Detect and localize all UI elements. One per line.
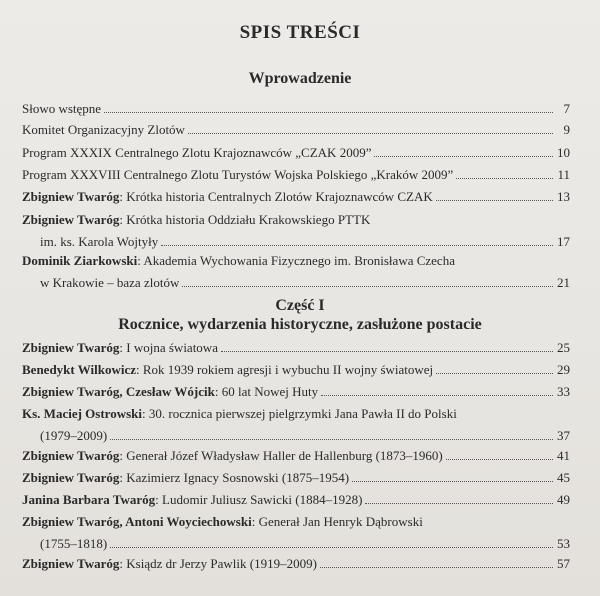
page-number: 21 [557, 275, 570, 290]
leader-dots [321, 395, 553, 396]
leader-dots [352, 481, 553, 482]
entry-title: : Ludomir Juliusz Sawicki (1884–1928) [155, 492, 363, 507]
leader-dots [182, 286, 553, 287]
toc-entry [22, 340, 570, 356]
part-subheading: Rocznice, wydarzenia historyczne, zasłużone postacie [118, 316, 482, 333]
entry-title: Program XXXVIII Centralnego Zlotu Turystów Wojska Polskiego „Kraków 2009” [22, 167, 454, 182]
page-number: 25 [557, 340, 570, 355]
entry-title: : 30. rocznica pierwszej pielgrzymki Jana Pawła II do Polski [142, 406, 457, 421]
page-number: 53 [557, 536, 570, 551]
leader-dots [188, 133, 553, 134]
toc-entry [22, 384, 570, 400]
leader-dots [104, 112, 553, 113]
page-number: 29 [557, 362, 570, 377]
entry-author: Ks. Maciej Ostrowski [22, 406, 142, 421]
toc-entry [22, 362, 570, 378]
entry-author: Zbigniew Twaróg, Antoni Woyciechowski [22, 514, 252, 529]
entry-author: Zbigniew Twaróg [22, 189, 120, 204]
entry-author: Zbigniew Twaróg [22, 340, 120, 355]
page-number: 37 [557, 428, 570, 443]
toc-entry [22, 406, 570, 444]
toc-entry [22, 189, 570, 205]
entry-title: : Krótka historia Centralnych Zlotów Krajoznawców CZAK [119, 189, 433, 204]
entry-author: Zbigniew Twaróg, Czesław Wójcik [22, 384, 215, 399]
page-number: 57 [557, 556, 570, 571]
page-number: 13 [557, 189, 570, 204]
leader-dots [374, 156, 553, 157]
entry-title-continued: (1979–2009) [40, 428, 108, 443]
toc-entry [22, 556, 570, 572]
entry-title-continued: (1755–1818) [40, 536, 108, 551]
leader-dots [110, 547, 553, 548]
page-number: 9 [563, 122, 570, 137]
toc-entry [22, 212, 570, 250]
toc-entry [22, 470, 570, 486]
entry-author: Zbigniew Twaróg [22, 556, 120, 571]
leader-dots [221, 351, 553, 352]
toc-entry [22, 253, 570, 291]
page-number: 45 [557, 470, 570, 485]
entry-author: Zbigniew Twaróg [22, 448, 120, 463]
entry-author: Janina Barbara Twaróg [22, 492, 156, 507]
entry-author: Zbigniew Twaróg [22, 470, 120, 485]
page-number: 10 [557, 145, 570, 160]
leader-dots [161, 245, 553, 246]
entry-title-continued: im. ks. Karola Wojtyły [40, 234, 159, 249]
leader-dots [436, 200, 553, 201]
page-title: SPIS TREŚCI [239, 22, 361, 43]
entry-title: Komitet Organizacyjny Zlotów [22, 122, 185, 137]
entry-title: : Rok 1939 rokiem agresji i wybuchu II wojny światowej [136, 362, 434, 377]
toc-entry [22, 514, 570, 552]
entry-author: Zbigniew Twaróg [22, 212, 120, 227]
leader-dots [365, 503, 553, 504]
entry-title-continued: w Krakowie – baza zlotów [40, 275, 180, 290]
entry-title: : Kazimierz Ignacy Sosnowski (1875–1954) [119, 470, 350, 485]
page-number: 33 [557, 384, 570, 399]
intro-heading: Wprowadzenie [248, 70, 352, 87]
page-number: 11 [557, 167, 570, 182]
toc-entry [22, 448, 570, 464]
toc-entry [22, 167, 570, 183]
entry-title: Słowo wstępne [22, 101, 102, 116]
entry-author: Dominik Ziarkowski [22, 253, 138, 268]
page-number: 7 [563, 101, 570, 116]
entry-title: : Generał Józef Władysław Haller de Hallenburg (1873–1960) [119, 448, 443, 463]
toc-entry [22, 101, 570, 117]
leader-dots [320, 567, 553, 568]
entry-title: : Krótka historia Oddziału Krakowskiego PTTK [119, 212, 371, 227]
entry-title: : Generał Jan Henryk Dąbrowski [251, 514, 423, 529]
entry-title: : Ksiądz dr Jerzy Pawlik (1919–2009) [119, 556, 317, 571]
entry-author: Benedykt Wilkowicz [22, 362, 137, 377]
entry-title: Program XXXIX Centralnego Zlotu Krajoznawców „CZAK 2009” [22, 145, 372, 160]
leader-dots [456, 178, 553, 179]
leader-dots [446, 459, 553, 460]
page-number: 41 [557, 448, 570, 463]
entry-title: : 60 lat Nowej Huty [214, 384, 319, 399]
page-number: 17 [557, 234, 570, 249]
leader-dots [436, 373, 553, 374]
part-heading: Część I [275, 297, 325, 314]
toc-entry [22, 122, 570, 138]
page-number: 49 [557, 492, 570, 507]
entry-title: : Akademia Wychowania Fizycznego im. Bronisława Czecha [137, 253, 455, 268]
leader-dots [110, 439, 553, 440]
toc-entry [22, 145, 570, 161]
toc-entry [22, 492, 570, 508]
entry-title: : I wojna światowa [119, 340, 218, 355]
